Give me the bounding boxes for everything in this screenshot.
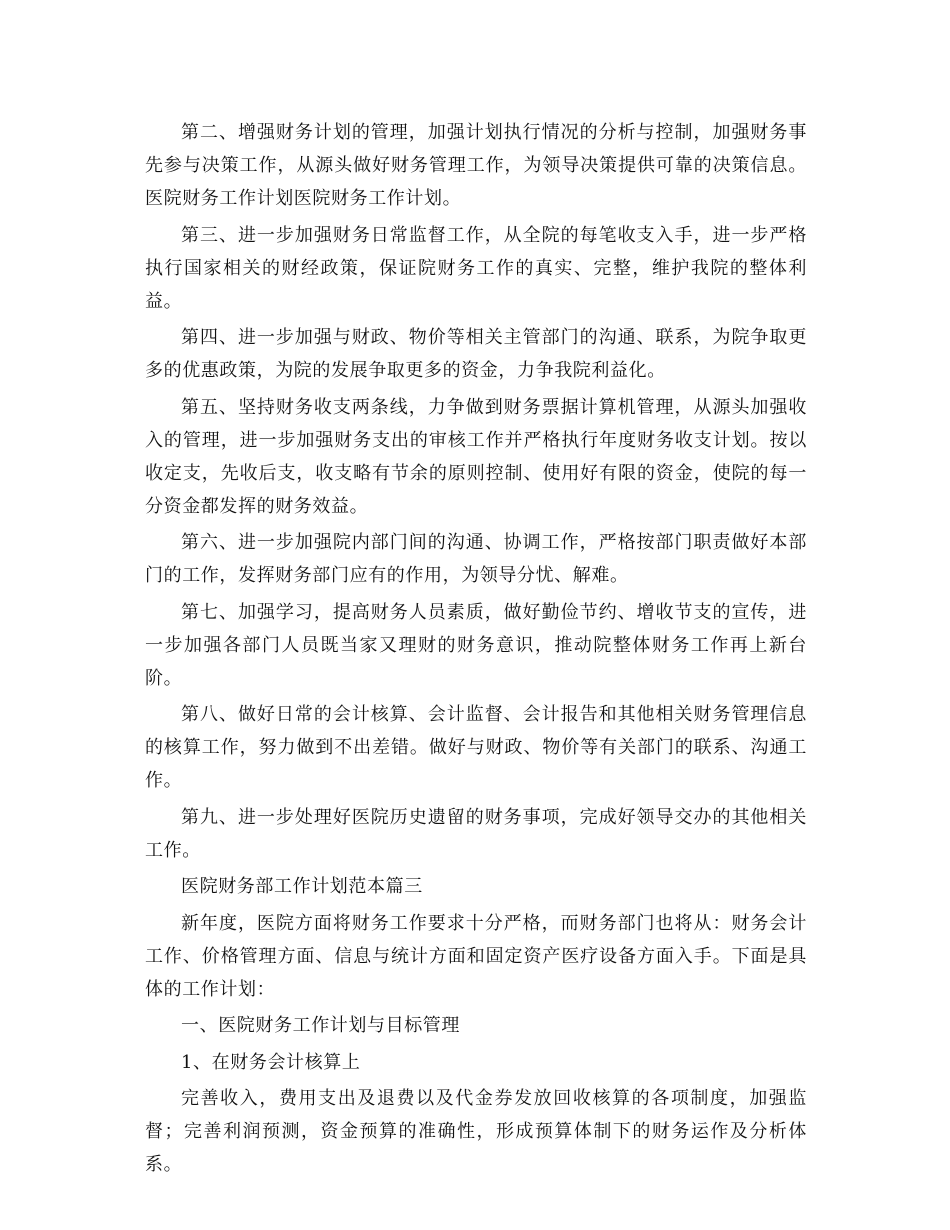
section-heading: 医院财务部工作计划范本篇三 <box>181 876 423 897</box>
subsection-heading: 一、医院财务工作计划与目标管理 <box>181 1015 460 1036</box>
paragraph-item-3: 第三、进一步加强财务日常监督工作，从全院的每笔收支入手，进一步严格执行国家相关的财经政策，保证院财务工作的真实、完整，维护我院的整体利益。 <box>145 224 807 312</box>
paragraph-item-5: 第五、坚持财务收支两条线，力争做到财务票据计算机管理，从源头加强收入的管理，进一步加强财务支出的审核工作并严格执行年度财务收支计划。按以收定支，先收后支，收支略有节余的原则控制、使用好有限的资金，使院的每一分资金都发挥的财务效益。 <box>145 396 807 517</box>
paragraph-item-9: 第九、进一步处理好医院历史遗留的财务事项，完成好领导交办的其他相关工作。 <box>145 806 807 861</box>
body-paragraph: 完善收入，费用支出及退费以及代金券发放回收核算的各项制度，加强监督；完善利润预测，资金预算的准确性，形成预算体制下的财务运作及分析体系。 <box>145 1088 807 1175</box>
paragraph-item-6: 第六、进一步加强院内部门间的沟通、协调工作，严格按部门职责做好本部门的工作，发挥财务部门应有的作用，为领导分忧、解难。 <box>145 532 807 586</box>
paragraph-item-7: 第七、加强学习，提高财务人员素质，做好勤俭节约、增收节支的宣传，进一步加强各部门人员既当家又理财的财务意识，推动院整体财务工作再上新台阶。 <box>145 601 807 689</box>
intro-paragraph: 新年度，医院方面将财务工作要求十分严格，而财务部门也将从：财务会计工作、价格管理方面、信息与统计方面和固定资产医疗设备方面入手。下面是具体的工作计划： <box>145 912 807 1000</box>
paragraph-item-2: 第二、增强财务计划的管理，加强计划执行情况的分析与控制，加强财务事先参与决策工作，从源头做好财务管理工作，为领导决策提供可靠的决策信息。医院财务工作计划医院财务工作计划。 <box>145 122 807 209</box>
paragraph-item-4: 第四、进一步加强与财政、物价等相关主管部门的沟通、联系，为院争取更多的优惠政策，为院的发展争取更多的资金，力争我院利益化。 <box>145 327 807 381</box>
sub-subsection-heading: 1、在财务会计核算上 <box>181 1051 361 1073</box>
document-page <box>145 116 807 1185</box>
paragraph-item-8: 第八、做好日常的会计核算、会计监督、会计报告和其他相关财务管理信息的核算工作，努力做到不出差错。做好与财政、物价等有关部门的联系、沟通工作。 <box>145 704 807 791</box>
